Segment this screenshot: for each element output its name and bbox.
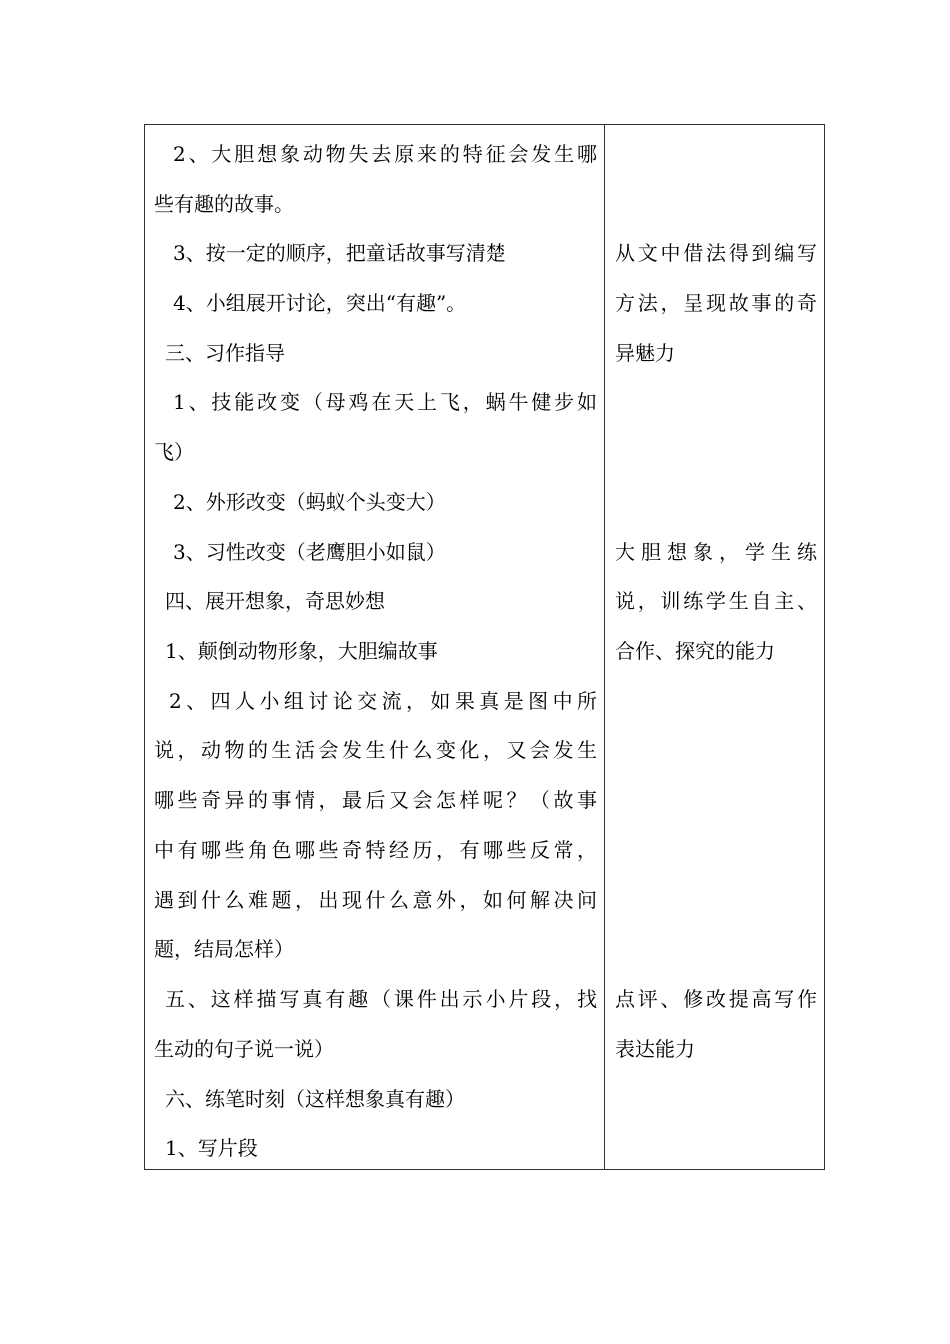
right-line: 点评、修改提高写作	[615, 987, 817, 1011]
section-heading: 四、展开想象，奇思妙想	[165, 589, 385, 613]
left-line: 1、颠倒动物形象，大胆编故事	[165, 639, 438, 663]
section-heading: 六、练笔时刻（这样想象真有趣）	[165, 1087, 465, 1111]
left-line: 遇到什么难题，出现什么意外，如何解决问	[154, 888, 597, 912]
left-line: 些有趣的故事。	[154, 192, 294, 216]
left-line: 3、按一定的顺序，把童话故事写清楚	[173, 241, 506, 265]
right-line: 异魅力	[615, 341, 675, 365]
section-heading: 三、习作指导	[165, 341, 285, 365]
left-line: 说，动物的生活会发生什么变化，又会发生	[154, 738, 597, 762]
right-line: 从文中借法得到编写	[615, 241, 817, 265]
column-divider	[604, 125, 605, 1169]
right-line: 大胆想象，学生练	[615, 540, 817, 564]
right-line: 合作、探究的能力	[615, 639, 775, 663]
left-line: 2、大胆想象动物失去原来的特征会发生哪	[173, 142, 597, 166]
section-heading: 五、这样描写真有趣（课件出示小片段，找	[165, 987, 597, 1011]
right-line: 方法，呈现故事的奇	[615, 291, 817, 315]
right-line: 表达能力	[615, 1037, 695, 1061]
left-line: 1、技能改变（母鸡在天上飞，蜗牛健步如	[173, 390, 597, 414]
right-line: 说，训练学生自主、	[615, 589, 817, 613]
left-line: 中有哪些角色哪些奇特经历，有哪些反常，	[154, 838, 597, 862]
left-line: 3、习性改变（老鹰胆小如鼠）	[173, 540, 446, 564]
left-line: 生动的句子说一说）	[154, 1037, 334, 1061]
left-line: 2、外形改变（蚂蚁个头变大）	[173, 490, 446, 514]
left-line: 4、小组展开讨论，突出“有趣”。	[173, 291, 467, 315]
left-line: 2、四人小组讨论交流，如果真是图中所	[169, 689, 597, 713]
left-line: 1、写片段	[165, 1136, 258, 1160]
left-line: 题，结局怎样）	[154, 937, 294, 961]
left-line: 飞）	[154, 440, 194, 464]
lesson-plan-table	[144, 124, 825, 1170]
left-line: 哪些奇异的事情，最后又会怎样呢？（故事	[154, 788, 597, 812]
